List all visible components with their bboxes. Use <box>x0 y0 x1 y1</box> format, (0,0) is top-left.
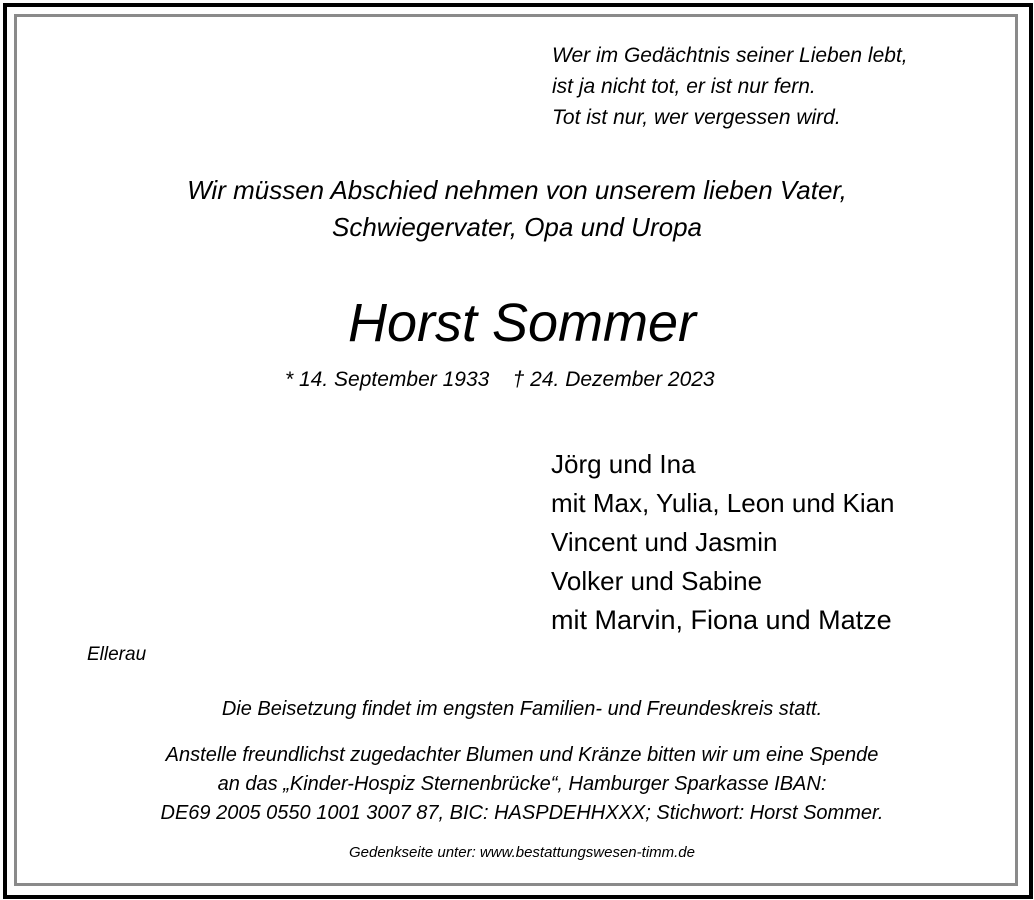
place-name: Ellerau <box>87 644 147 665</box>
memorial-quote <box>552 40 908 133</box>
mourner-line: Jörg und Ina <box>551 449 696 479</box>
donation-line: DE69 2005 0550 1001 3007 87, BIC: HASPDEHHXXX; Stichwort: Horst Sommer. <box>160 802 884 824</box>
burial-notice: Die Beisetzung findet im engsten Familien- und Freundeskreis statt. <box>221 698 823 720</box>
announcement-line: Schwiegervater, Opa und Uropa <box>332 212 702 242</box>
announcement <box>0 172 1034 246</box>
quote-line: ist ja nicht tot, er ist nur fern. <box>552 75 816 98</box>
donation-line: an das „Kinder-Hospiz Sternenbrücke“, Hamburger Sparkasse IBAN: <box>217 773 827 795</box>
donation-request <box>0 741 1034 828</box>
mourner-line: Vincent und Jasmin <box>551 527 778 557</box>
quote-line: Tot ist nur, wer vergessen wird. <box>552 106 841 129</box>
quote-line: Wer im Gedächtnis seiner Lieben lebt, <box>552 44 908 67</box>
deceased-name: Horst Sommer <box>347 293 697 353</box>
mourner-line: mit Marvin, Fiona und Matze <box>551 605 892 635</box>
mourner-line: Volker und Sabine <box>551 566 763 596</box>
mourners-list <box>551 445 895 640</box>
donation-line: Anstelle freundlichst zugedachter Blumen und Kränze bitten wir um eine Spende <box>165 744 879 766</box>
mourner-line: mit Max, Yulia, Leon und Kian <box>551 488 895 518</box>
memorial-page-link: Gedenkseite unter: www.bestattungswesen-timm.de <box>348 844 695 861</box>
announcement-line: Wir müssen Abschied nehmen von unserem lieben Vater, <box>187 175 847 205</box>
life-dates: * 14. September 1933 † 24. Dezember 2023 <box>285 368 715 391</box>
